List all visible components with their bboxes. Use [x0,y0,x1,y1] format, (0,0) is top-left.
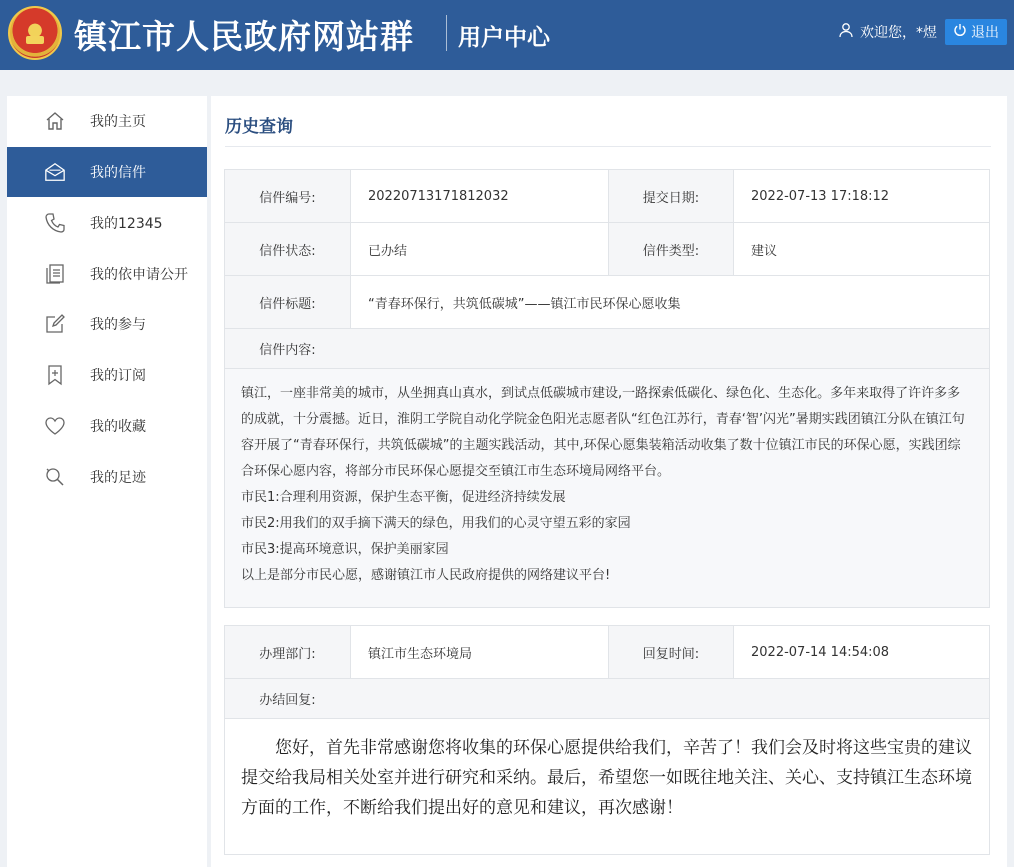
letter-row-number [225,170,989,223]
sidebar-item-favorites[interactable] [7,401,207,451]
letter-row-status [225,223,989,276]
sidebar-item-subscription[interactable] [7,350,207,400]
reply-time: 2022-07-14 14:54:08 [733,626,989,678]
content-paragraph: 以上是部分市民心愿，感谢镇江市人民政府提供的网络建议平台! [241,568,611,583]
sidebar-item-12345[interactable] [7,198,207,248]
sidebar [7,96,207,867]
national-emblem-logo [8,6,62,60]
footprint-icon [44,466,66,488]
dept-label: 办理部门: [225,626,350,678]
type-label: 信件类型: [608,223,733,275]
sidebar-item-disclosure[interactable] [7,249,207,299]
welcome-text: 欢迎您，*煜 [860,25,937,41]
power-icon [953,23,967,41]
sidebar-item-label: 我的参与 [90,317,146,333]
section-title: 用户中心 [458,25,550,51]
title-divider [225,146,991,147]
letter-type: 建议 [733,223,989,275]
sidebar-item-label: 我的订阅 [90,368,146,384]
reply-label: 办结回复: [225,679,350,718]
phone-icon [44,212,66,234]
sidebar-item-label: 我的依申请公开 [90,267,188,283]
sidebar-item-participation[interactable] [7,299,207,349]
logout-label: 退出 [971,25,999,41]
user-icon [838,22,854,42]
envelope-icon [44,161,66,183]
sidebar-item-footprints[interactable] [7,452,207,502]
main-panel [211,96,1007,867]
letter-number: 20220713171812032 [350,170,608,222]
number-label: 信件编号: [225,170,350,222]
time-label: 回复时间: [608,626,733,678]
letter-subject: “青春环保行，共筑低碳城”——镇江市民环保心愿收集 [350,276,989,328]
page-title: 历史查询 [225,117,293,137]
status-label: 信件状态: [225,223,350,275]
document-icon [44,263,66,285]
reply-text: 您好，首先非常感谢您将收集的环保心愿提供给我们，辛苦了！我们会及时将这些宝贵的建议提交给我局相关处室并进行研究和采纳。最后，希望您一如既往地关注、关心、支持镇江生态环境方面的工作，不断给我们提出好的意见和建议，再次感谢！ [241,738,972,818]
content-paragraph: 市民1:合理利用资源，保护生态平衡，促进经济持续发展 [241,490,566,505]
site-title[interactable]: 镇江市人民政府网站群 [74,17,414,56]
reply-row-label [225,679,989,719]
content-paragraph: 镇江，一座非常美的城市，从坐拥真山真水，到试点低碳城市建设,一路探索低碳化、绿色化、生态化。多年来取得了许许多多的成就，十分震撼。近日，淮阴工学院自动化学院金色阳光志愿者队“红色江苏行，青春‘智’闪光”暑期实践团镇江分队在镇江句容开展了“青春环保行，共筑低碳城”的主题实践活动，其中,环保心愿集装箱活动收集了数十位镇江市民的环保心愿，实践团综合环保心愿内容，将部分市民环保心愿提交至镇江市生态环境局网络平台。 [241,386,965,479]
sidebar-item-label: 我的收藏 [90,419,146,435]
date-label: 提交日期: [608,170,733,222]
sidebar-item-letters[interactable] [7,147,207,197]
top-header [0,0,1014,70]
letter-content [225,369,989,607]
reply-row-dept [225,626,989,679]
heart-icon [44,415,66,437]
reply-detail-box [224,625,990,855]
logout-button[interactable] [945,19,1007,45]
title-divider [446,15,447,51]
content-paragraph: 市民3:提高环境意识，保护美丽家园 [241,542,449,557]
content-label: 信件内容: [225,329,350,368]
submit-date: 2022-07-13 17:18:12 [733,170,989,222]
welcome-area[interactable] [838,22,937,42]
subject-label: 信件标题: [225,276,350,328]
sidebar-item-label: 我的12345 [90,216,163,232]
sidebar-item-label: 我的主页 [90,114,146,130]
home-icon [44,110,66,132]
content-paragraph: 市民2:用我们的双手摘下满天的绿色，用我们的心灵守望五彩的家园 [241,516,631,531]
sidebar-item-label: 我的足迹 [90,470,146,486]
letter-status: 已办结 [350,223,608,275]
handling-dept: 镇江市生态环境局 [350,626,608,678]
letter-row-content-label [225,329,989,369]
bookmark-icon [44,364,66,386]
letter-detail-box [224,169,990,608]
sidebar-item-label: 我的信件 [90,165,146,181]
letter-row-subject [225,276,989,329]
sidebar-item-home[interactable] [7,96,207,146]
edit-icon [44,313,66,335]
